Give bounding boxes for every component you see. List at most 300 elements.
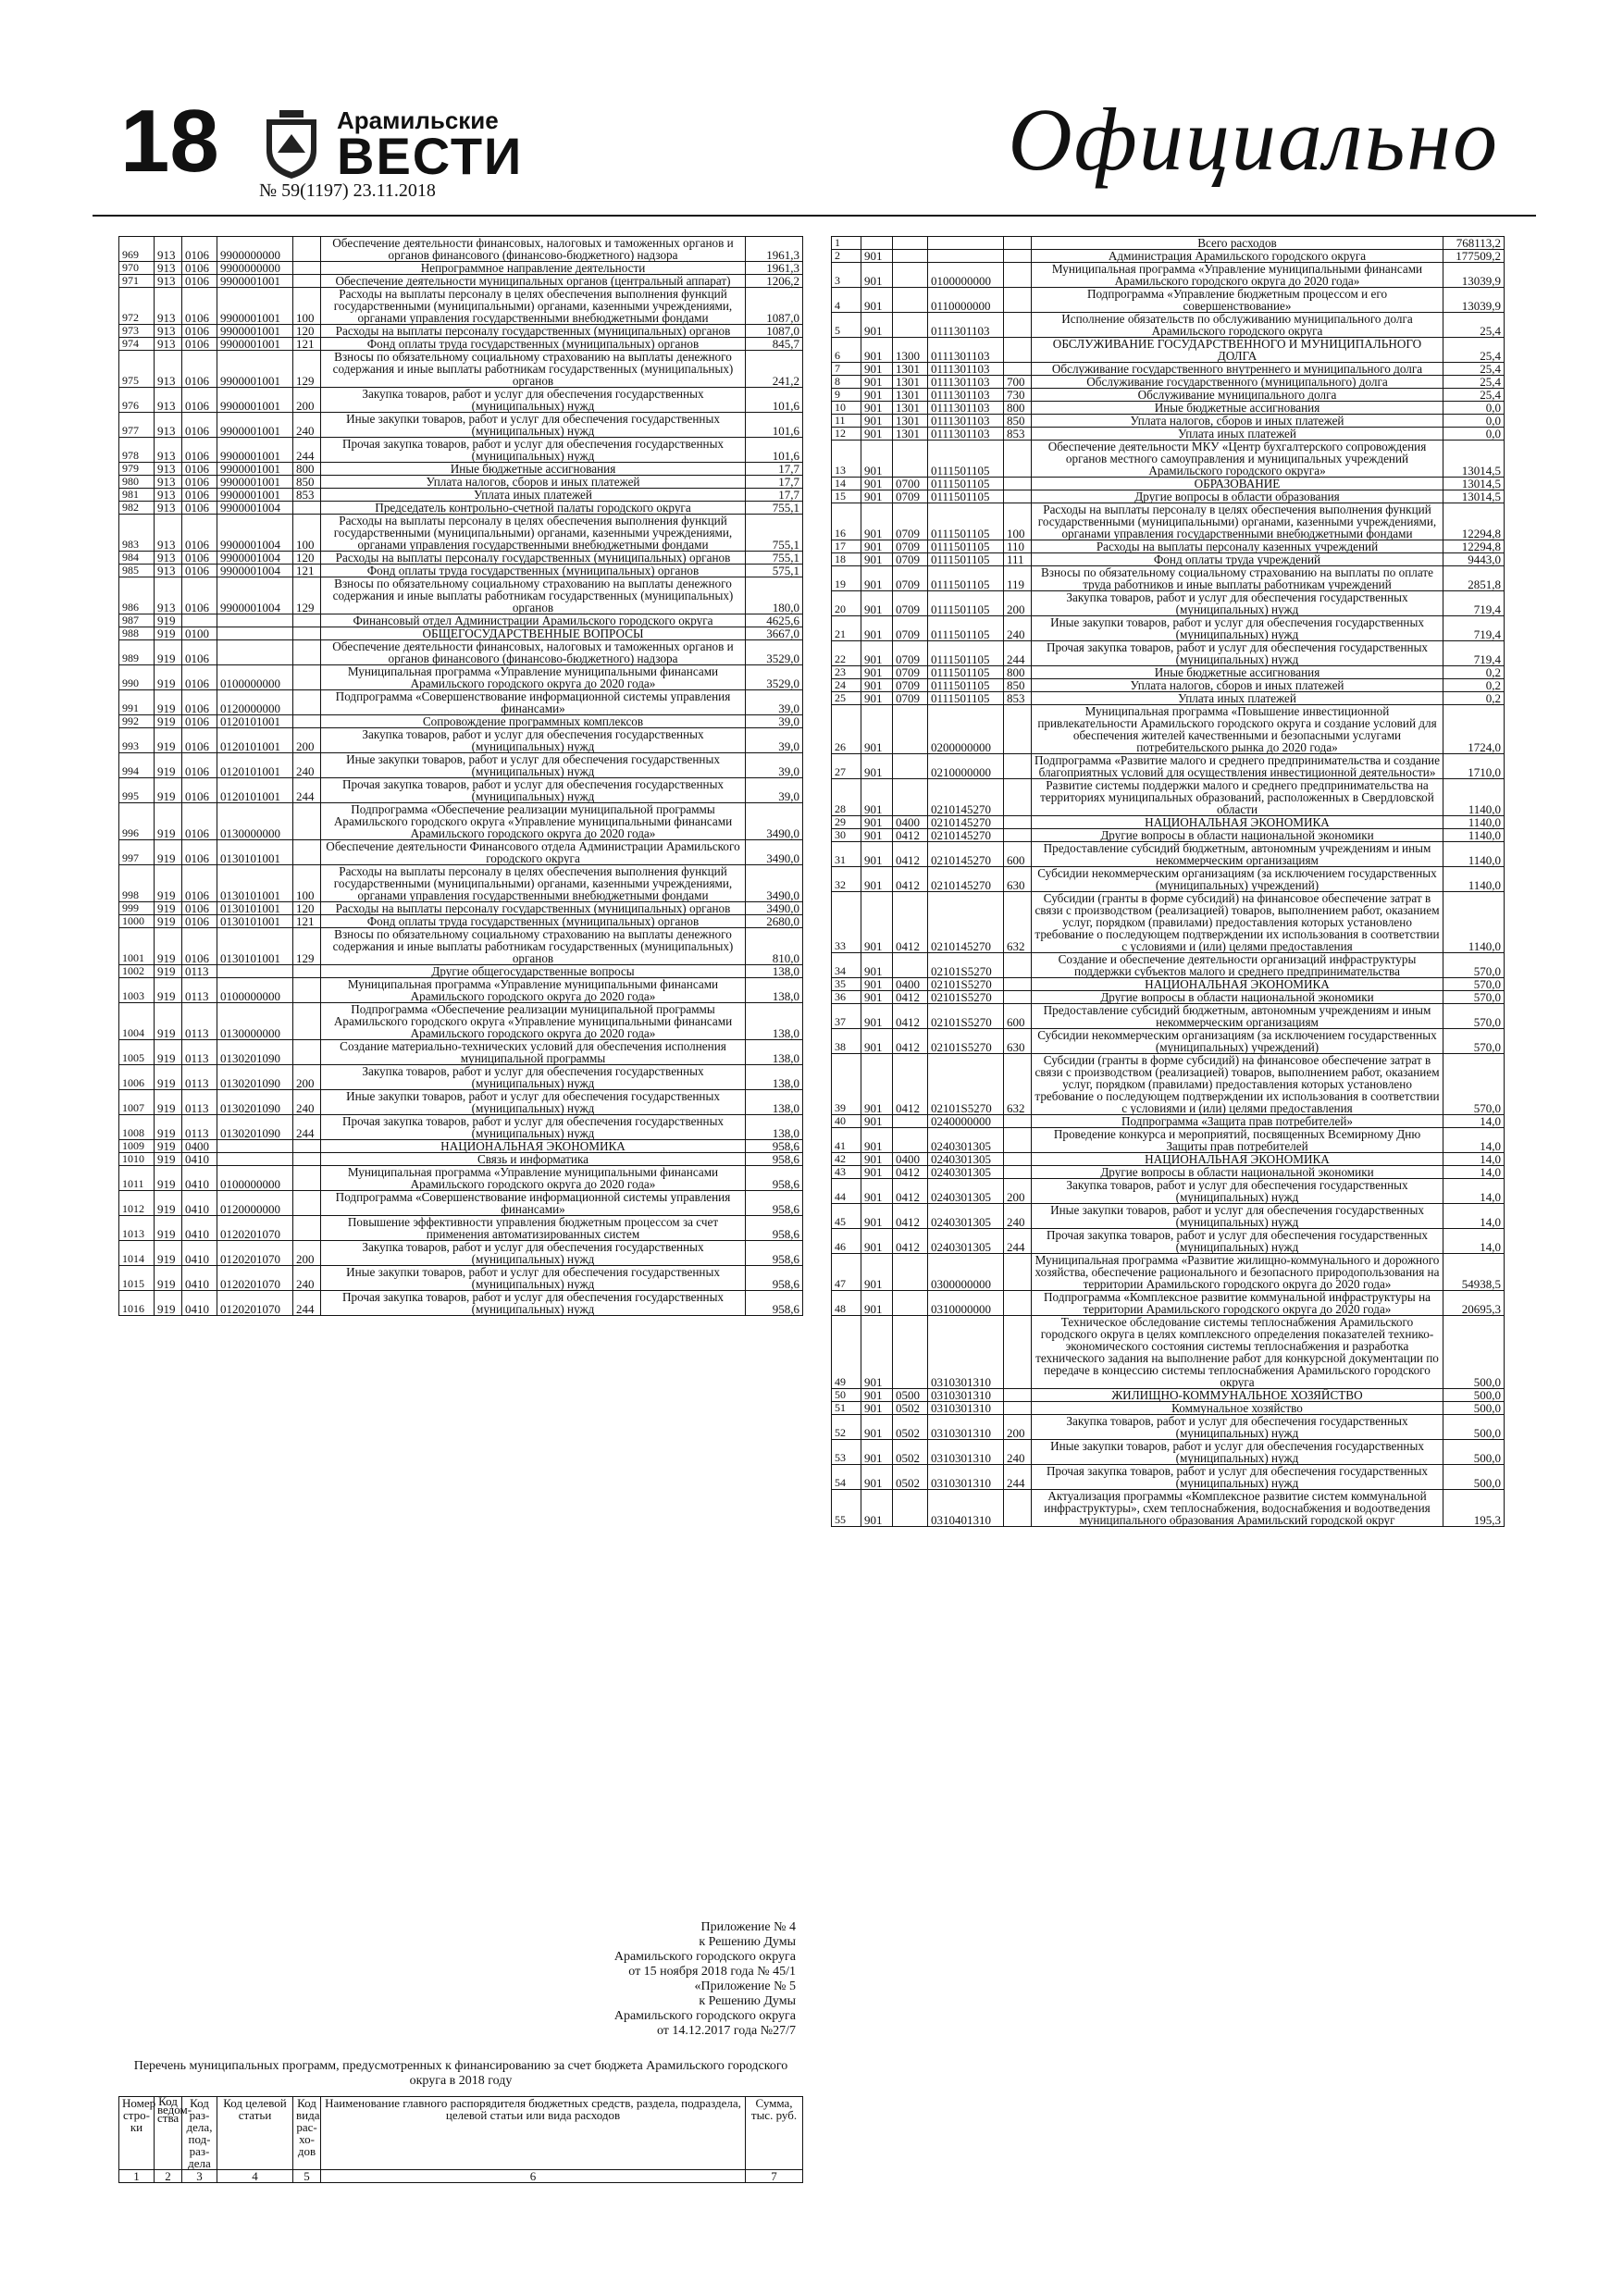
section-code: 0709: [893, 666, 928, 679]
item-name: Закупка товаров, работ и услуг для обеспечения государственных (муниципальных) нужд: [1032, 1415, 1443, 1440]
row-number: 32: [832, 867, 861, 892]
row-number: 984: [119, 552, 155, 565]
expense-type: 240: [1004, 616, 1032, 641]
item-name: Муниципальная программа «Развитие жилищно-коммунального и дорожного хозяйства, обеспечение рационального и безопасного природопользования на территории Арамильского городского округа до 2020 года»: [1032, 1254, 1443, 1291]
colnum: 2: [155, 2170, 182, 2183]
item-name: Муниципальная программа «Управление муниципальными финансами Арамильского городского округа до 2020 года»: [321, 1166, 746, 1191]
dept-code: 901: [861, 402, 893, 415]
section-code: 0113: [182, 1003, 217, 1040]
item-name: Обеспечение деятельности муниципальных органов (центральный аппарат): [321, 275, 746, 288]
item-name: Прочая закупка товаров, работ и услуг для обеспечения государственных (муниципальных) нужд: [321, 778, 746, 803]
table-row: [119, 978, 803, 1003]
table-row: [832, 1402, 1505, 1415]
dept-code: 919: [155, 965, 182, 978]
dept-code: 913: [155, 338, 182, 351]
dept-code: 901: [861, 503, 893, 540]
target-code: 9900001004: [217, 552, 293, 565]
table-row: [832, 540, 1505, 553]
item-name: ОБСЛУЖИВАНИЕ ГОСУДАРСТВЕННОГО И МУНИЦИПАЛЬНОГО ДОЛГА: [1032, 338, 1443, 363]
item-sum: 138,0: [746, 1115, 803, 1140]
item-sum: 0,2: [1443, 666, 1505, 679]
dept-code: 901: [861, 953, 893, 978]
expense-type: [1004, 991, 1032, 1004]
section-code: 0106: [182, 928, 217, 965]
page-header: [93, 88, 1536, 217]
table-row: [832, 779, 1505, 816]
item-name: Исполнение обязательств по обслуживанию муниципального долга Арамильского городского округа: [1032, 313, 1443, 338]
dept-code: 913: [155, 577, 182, 614]
section-code: 1300: [893, 338, 928, 363]
dept-code: 901: [861, 566, 893, 591]
page-number: 18: [120, 92, 219, 191]
dept-code: 913: [155, 237, 182, 262]
table-row: [832, 1004, 1505, 1029]
expense-type: [1004, 490, 1032, 503]
table-row: [119, 803, 803, 840]
item-name: Расходы на выплаты персоналу в целях обеспечения выполнения функций государственными (муниципальными) органами, казенными учреждениями, органами управления государственными внебюджетными фондами: [321, 288, 746, 325]
item-sum: 845,7: [746, 338, 803, 351]
target-code: 0240000000: [928, 1115, 1004, 1128]
row-number: 969: [119, 237, 155, 262]
item-sum: 13014,5: [1443, 441, 1505, 478]
section-code: 0106: [182, 463, 217, 476]
table-row: [119, 351, 803, 388]
table-row: [832, 591, 1505, 616]
section-code: 0410: [182, 1241, 217, 1266]
row-number: 41: [832, 1128, 861, 1153]
item-name: Закупка товаров, работ и услуг для обеспечения государственных (муниципальных) нужд: [321, 1241, 746, 1266]
expense-type: [1004, 1402, 1032, 1415]
target-code: 0111301103: [928, 363, 1004, 376]
item-sum: 3667,0: [746, 627, 803, 640]
section-code: 0106: [182, 902, 217, 915]
target-code: [217, 1153, 293, 1166]
section-code: 0106: [182, 865, 217, 902]
expense-type: 853: [1004, 692, 1032, 705]
programs-table: [831, 236, 1505, 1527]
section-code: 1301: [893, 402, 928, 415]
item-name: ОБРАЗОВАНИЕ: [1032, 478, 1443, 490]
row-number: 973: [119, 325, 155, 338]
expense-type: 240: [1004, 1204, 1032, 1229]
item-sum: 958,6: [746, 1153, 803, 1166]
expense-type: 240: [293, 1090, 321, 1115]
row-number: 55: [832, 1490, 861, 1527]
section-code: 0106: [182, 237, 217, 262]
section-code: 0502: [893, 1402, 928, 1415]
target-code: 0111501105: [928, 540, 1004, 553]
colnum: 3: [182, 2170, 217, 2183]
item-name: Обеспечение деятельности Финансового отдела Администрации Арамильского городского округа: [321, 840, 746, 865]
item-name: Уплата налогов, сборов и иных платежей: [321, 476, 746, 489]
row-number: 985: [119, 565, 155, 577]
expense-type: [1004, 1316, 1032, 1389]
expense-type: [1004, 441, 1032, 478]
target-code: 0300000000: [928, 1254, 1004, 1291]
item-name: Сопровождение программных комплексов: [321, 715, 746, 728]
item-name: Обслуживание государственного (муниципального) долга: [1032, 376, 1443, 389]
section-code: 0709: [893, 553, 928, 566]
item-sum: 500,0: [1443, 1316, 1505, 1389]
row-number: 47: [832, 1254, 861, 1291]
row-number: 1001: [119, 928, 155, 965]
row-number: 45: [832, 1204, 861, 1229]
item-sum: 719,4: [1443, 641, 1505, 666]
expense-type: [1004, 953, 1032, 978]
target-code: 0120101001: [217, 715, 293, 728]
row-number: 27: [832, 754, 861, 779]
item-name: Иные закупки товаров, работ и услуг для обеспечения государственных (муниципальных) нужд: [321, 413, 746, 438]
item-name: НАЦИОНАЛЬНАЯ ЭКОНОМИКА: [1032, 978, 1443, 991]
expense-type: 800: [1004, 666, 1032, 679]
row-number: 48: [832, 1291, 861, 1316]
target-code: 0111301103: [928, 376, 1004, 389]
target-code: 0240301305: [928, 1166, 1004, 1179]
dept-code: 913: [155, 489, 182, 502]
row-number: 22: [832, 641, 861, 666]
table-row: [119, 753, 803, 778]
section-code: 0113: [182, 1065, 217, 1090]
dept-code: 901: [861, 892, 893, 953]
expense-type: [293, 978, 321, 1003]
item-sum: 14,0: [1443, 1229, 1505, 1254]
target-code: 02101S5270: [928, 1029, 1004, 1054]
expense-type: 600: [1004, 1004, 1032, 1029]
item-name: Фонд оплаты труда государственных (муниципальных) органов: [321, 338, 746, 351]
table-row: [832, 1115, 1505, 1128]
expense-type: [1004, 250, 1032, 263]
table-row: [832, 1440, 1505, 1465]
table-row: [832, 754, 1505, 779]
coat-of-arms-icon: [259, 106, 324, 180]
dept-code: 901: [861, 415, 893, 428]
table-row: [119, 338, 803, 351]
section-code: 0106: [182, 552, 217, 565]
section-code: 0400: [893, 978, 928, 991]
section-code: 0709: [893, 679, 928, 692]
item-name: Закупка товаров, работ и услуг для обеспечения государственных (муниципальных) нужд: [1032, 591, 1443, 616]
section-code: 0412: [893, 1029, 928, 1054]
dept-code: 919: [155, 1153, 182, 1166]
item-sum: 3490,0: [746, 865, 803, 902]
row-number: 992: [119, 715, 155, 728]
table-row: [119, 565, 803, 577]
row-number: 46: [832, 1229, 861, 1254]
section-code: 0412: [893, 1179, 928, 1204]
item-sum: 13039,9: [1443, 288, 1505, 313]
row-number: 38: [832, 1029, 861, 1054]
table-row: [119, 502, 803, 515]
item-sum: 1140,0: [1443, 779, 1505, 816]
dept-code: 901: [861, 842, 893, 867]
expense-type: 111: [1004, 553, 1032, 566]
table-row: [119, 915, 803, 928]
dept-code: 919: [155, 865, 182, 902]
dept-code: 901: [861, 338, 893, 363]
section-code: 0113: [182, 1090, 217, 1115]
expense-type: [1004, 263, 1032, 288]
dept-code: 901: [861, 1415, 893, 1440]
table-row: [119, 1040, 803, 1065]
section-code: 0410: [182, 1216, 217, 1241]
expense-type: 240: [1004, 1440, 1032, 1465]
target-code: 0130101001: [217, 865, 293, 902]
item-name: Расходы на выплаты персоналу государственных (муниципальных) органов: [321, 902, 746, 915]
section-code: 0709: [893, 566, 928, 591]
item-name: Другие вопросы в области национальной экономики: [1032, 991, 1443, 1004]
dept-code: 901: [861, 363, 893, 376]
dept-code: 901: [861, 250, 893, 263]
target-code: 02101S5270: [928, 978, 1004, 991]
expense-type: 700: [1004, 376, 1032, 389]
target-code: 0111501105: [928, 441, 1004, 478]
item-sum: 0,0: [1443, 415, 1505, 428]
target-code: 9900001001: [217, 351, 293, 388]
table-row: [119, 476, 803, 489]
table-row: [832, 428, 1505, 441]
target-code: 9900001001: [217, 489, 293, 502]
table-row: [832, 641, 1505, 666]
item-name: Взносы по обязательному социальному страхованию на выплаты денежного содержания и иные выплаты работникам государственных (муниципальных) органов: [321, 577, 746, 614]
expense-type: [293, 1003, 321, 1040]
expense-type: [1004, 829, 1032, 842]
target-code: 0310301310: [928, 1402, 1004, 1415]
item-name: Расходы на выплаты персоналу государственных (муниципальных) органов: [321, 552, 746, 565]
expense-type: [1004, 237, 1032, 250]
logo-top-text: Арамильские: [337, 106, 499, 134]
section-code: 0410: [182, 1166, 217, 1191]
section-code: 1301: [893, 415, 928, 428]
item-sum: 570,0: [1443, 1004, 1505, 1029]
item-name: Расходы на выплаты персоналу в целях обеспечения выполнения функций государственными (муниципальными) органами, казенными учреждениями, органами управления государственными внебюджетными фондами: [321, 515, 746, 552]
item-name: Уплата иных платежей: [1032, 428, 1443, 441]
dept-code: 919: [155, 1266, 182, 1291]
row-number: 978: [119, 438, 155, 463]
table-row: [832, 1054, 1505, 1115]
row-number: 1006: [119, 1065, 155, 1090]
target-code: 9900001001: [217, 325, 293, 338]
row-number: 979: [119, 463, 155, 476]
table-row: [832, 978, 1505, 991]
row-number: 986: [119, 577, 155, 614]
row-number: 1012: [119, 1191, 155, 1216]
item-name: Иные закупки товаров, работ и услуг для обеспечения государственных (муниципальных) нужд: [1032, 616, 1443, 641]
dept-code: 901: [861, 867, 893, 892]
section-code: 0106: [182, 690, 217, 715]
right-column: [831, 236, 1505, 1527]
row-number: 14: [832, 478, 861, 490]
item-name: Создание и обеспечение деятельности организаций инфраструктуры поддержки субъектов малого и среднего предпринимательства: [1032, 953, 1443, 978]
expense-type: 100: [293, 865, 321, 902]
dept-code: 901: [861, 991, 893, 1004]
colnum: 1: [119, 2170, 155, 2183]
expense-type: [293, 1040, 321, 1065]
item-name: Уплата налогов, сборов и иных платежей: [1032, 415, 1443, 428]
target-code: 9900001004: [217, 515, 293, 552]
expense-type: [1004, 288, 1032, 313]
item-sum: 1724,0: [1443, 705, 1505, 754]
item-sum: 570,0: [1443, 1054, 1505, 1115]
item-name: Создание материально-технических условий для обеспечения исполнения муниципальной программы: [321, 1040, 746, 1065]
dept-code: 901: [861, 1166, 893, 1179]
item-sum: 958,6: [746, 1166, 803, 1191]
target-code: 02101S5270: [928, 991, 1004, 1004]
row-number: 1002: [119, 965, 155, 978]
target-code: 0111501105: [928, 591, 1004, 616]
table-row: [119, 902, 803, 915]
target-code: 9900001004: [217, 565, 293, 577]
item-sum: 3490,0: [746, 840, 803, 865]
item-name: Другие вопросы в области национальной экономики: [1032, 1166, 1443, 1179]
expense-type: [293, 840, 321, 865]
table-row: [832, 313, 1505, 338]
item-sum: 958,6: [746, 1241, 803, 1266]
table-row: [119, 413, 803, 438]
item-name: Подпрограмма «Обеспечение реализации муниципальной программы Арамильского городского округа «Управление муниципальными финансами Арамильского городского округа до 2020 года»: [321, 803, 746, 840]
dept-code: 901: [861, 313, 893, 338]
item-sum: 575,1: [746, 565, 803, 577]
appendix-line: Приложение № 4: [700, 1920, 796, 1934]
item-name: ЖИЛИЩНО-КОММУНАЛЬНОЕ ХОЗЯЙСТВО: [1032, 1389, 1443, 1402]
target-code: 0210000000: [928, 754, 1004, 779]
target-code: 0120000000: [217, 1191, 293, 1216]
table-row: [119, 690, 803, 715]
dept-code: 919: [155, 1140, 182, 1153]
item-name: Непрограммное направление деятельности: [321, 262, 746, 275]
section-code: 0106: [182, 489, 217, 502]
table-row: [119, 1090, 803, 1115]
item-sum: 3490,0: [746, 803, 803, 840]
dept-code: 901: [861, 641, 893, 666]
table-row: [119, 627, 803, 640]
section-code: 1301: [893, 428, 928, 441]
target-code: 0310301310: [928, 1440, 1004, 1465]
expense-type: 100: [1004, 503, 1032, 540]
table-row: [832, 478, 1505, 490]
table-row: [832, 991, 1505, 1004]
item-name: Фонд оплаты труда учреждений: [1032, 553, 1443, 566]
row-number: 15: [832, 490, 861, 503]
expense-type: [293, 502, 321, 515]
item-name: Проведение конкурса и мероприятий, посвященных Всемирному Дню Защиты прав потребителей: [1032, 1128, 1443, 1153]
item-sum: 719,4: [1443, 616, 1505, 641]
row-number: 980: [119, 476, 155, 489]
section-code: [893, 1316, 928, 1389]
expense-type: [1004, 1115, 1032, 1128]
table-row: [832, 389, 1505, 402]
item-sum: 241,2: [746, 351, 803, 388]
row-number: 988: [119, 627, 155, 640]
table-row: [832, 1128, 1505, 1153]
item-name: Администрация Арамильского городского округа: [1032, 250, 1443, 263]
table-row: [119, 515, 803, 552]
expense-type: [1004, 1153, 1032, 1166]
expense-type: 121: [293, 338, 321, 351]
colnum: 6: [321, 2170, 746, 2183]
dept-code: 913: [155, 413, 182, 438]
section-code: [893, 313, 928, 338]
item-name: Закупка товаров, работ и услуг для обеспечения государственных (муниципальных) нужд: [321, 388, 746, 413]
section-code: 0106: [182, 262, 217, 275]
item-sum: 1140,0: [1443, 816, 1505, 829]
row-number: 12: [832, 428, 861, 441]
section-code: 0412: [893, 829, 928, 842]
row-number: 13: [832, 441, 861, 478]
item-name: Обслуживание государственного внутреннего и муниципального долга: [1032, 363, 1443, 376]
table-row: [832, 616, 1505, 641]
row-number: 40: [832, 1115, 861, 1128]
section-code: [893, 1291, 928, 1316]
item-name: Предоставление субсидий бюджетным, автономным учреждениям и иным некоммерческим организациям: [1032, 1004, 1443, 1029]
expense-type: [1004, 978, 1032, 991]
appendix-line: Арамильского городского округа: [613, 1950, 796, 1964]
row-number: 34: [832, 953, 861, 978]
target-code: 0240301305: [928, 1229, 1004, 1254]
expense-type: 129: [293, 928, 321, 965]
item-name: Коммунальное хозяйство: [1032, 1402, 1443, 1415]
dept-code: [861, 237, 893, 250]
row-number: 996: [119, 803, 155, 840]
dept-code: 901: [861, 263, 893, 288]
table-row: [119, 1115, 803, 1140]
target-code: 0111301103: [928, 402, 1004, 415]
table-row: [832, 1389, 1505, 1402]
section-code: 0106: [182, 325, 217, 338]
item-sum: 570,0: [1443, 1029, 1505, 1054]
item-sum: 755,1: [746, 502, 803, 515]
expense-type: [1004, 338, 1032, 363]
section-code: [182, 614, 217, 627]
section-code: 0412: [893, 867, 928, 892]
row-number: 54: [832, 1465, 861, 1490]
colnum: 7: [746, 2170, 803, 2183]
expense-type: [1004, 1291, 1032, 1316]
dept-code: 913: [155, 388, 182, 413]
item-sum: 570,0: [1443, 991, 1505, 1004]
target-code: 0111501105: [928, 616, 1004, 641]
item-name: Другие общегосударственные вопросы: [321, 965, 746, 978]
table-row: [832, 288, 1505, 313]
section-code: 0412: [893, 991, 928, 1004]
target-code: 0240301305: [928, 1204, 1004, 1229]
item-sum: 3529,0: [746, 665, 803, 690]
table-row: [119, 288, 803, 325]
row-number: 25: [832, 692, 861, 705]
row-number: 976: [119, 388, 155, 413]
row-number: 44: [832, 1179, 861, 1204]
section-title: Официально: [1008, 90, 1499, 189]
dept-code: 901: [861, 978, 893, 991]
item-sum: 39,0: [746, 753, 803, 778]
row-number: 8: [832, 376, 861, 389]
expense-type: [1004, 705, 1032, 754]
dept-code: 919: [155, 978, 182, 1003]
item-sum: 101,6: [746, 438, 803, 463]
section-code: 0502: [893, 1465, 928, 1490]
expense-type: [1004, 816, 1032, 829]
target-code: 0200000000: [928, 705, 1004, 754]
target-code: [928, 250, 1004, 263]
section-code: 0106: [182, 565, 217, 577]
target-code: 0210145270: [928, 892, 1004, 953]
row-number: 1016: [119, 1291, 155, 1316]
header-row-number: Номер стро-ки: [119, 2097, 155, 2170]
section-code: [893, 288, 928, 313]
dept-code: 901: [861, 478, 893, 490]
item-name: Муниципальная программа «Управление муниципальными финансами Арамильского городского округа до 2020 года»: [1032, 263, 1443, 288]
table-row: [832, 842, 1505, 867]
section-code: [893, 953, 928, 978]
